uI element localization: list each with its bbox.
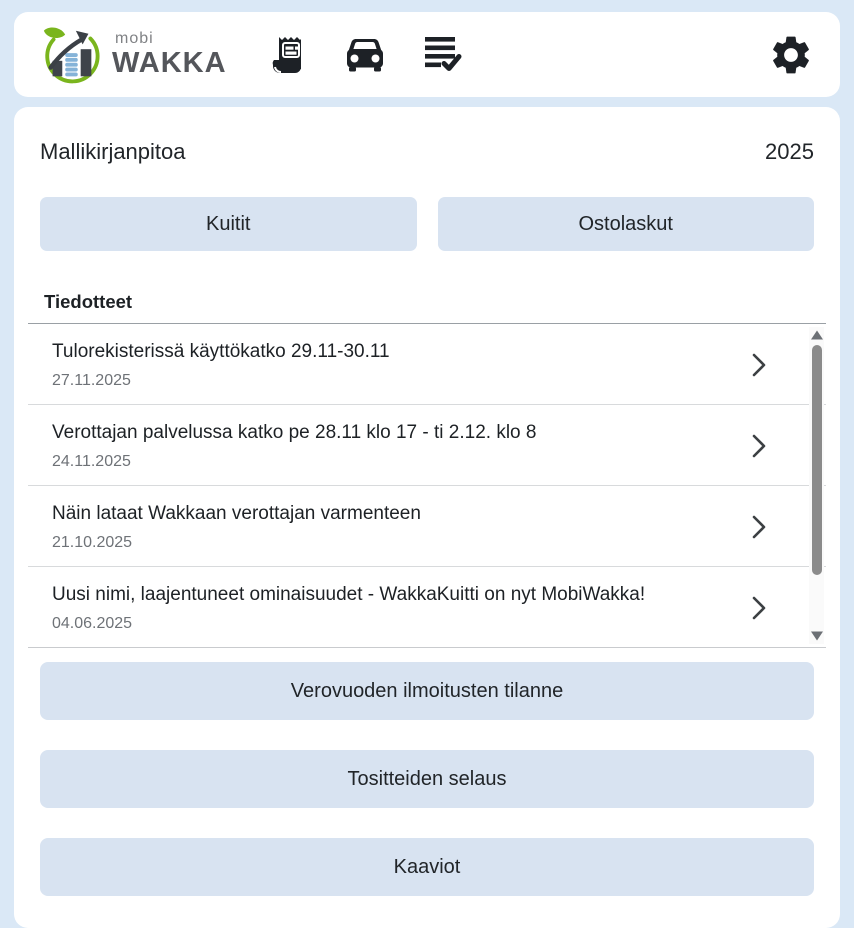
receipts-nav-button[interactable] xyxy=(265,31,313,79)
news-heading: Tiedotteet xyxy=(28,291,826,324)
news-item-text xyxy=(52,420,748,471)
news-list xyxy=(28,324,826,648)
logo-text xyxy=(112,31,227,78)
news-item-date: 21.10.2025 xyxy=(52,534,133,551)
wakka-logo-icon xyxy=(40,24,102,86)
logo-word-wakka: WAKKA xyxy=(112,47,227,79)
main-card xyxy=(14,107,840,928)
title-row xyxy=(40,139,814,165)
chevron-right-icon xyxy=(748,593,770,623)
news-item-date: 24.11.2025 xyxy=(52,453,131,470)
car-nav-button[interactable] xyxy=(341,31,389,79)
checklist-icon xyxy=(417,31,465,79)
scroll-down-button[interactable] xyxy=(809,628,824,644)
news-item-title: Verottajan palvelussa katko pe 28.11 klo 17 - ti 2.12. klo 8 xyxy=(52,422,537,443)
ostolaskut-button[interactable]: Ostolaskut xyxy=(438,197,815,251)
scrollbar-thumb[interactable] xyxy=(812,345,822,575)
settings-button[interactable] xyxy=(768,32,814,78)
news-section xyxy=(28,291,826,648)
news-item[interactable] xyxy=(28,485,826,566)
year-label: 2025 xyxy=(765,139,814,164)
page-title: Mallikirjanpitoa xyxy=(40,139,186,164)
checklist-nav-button[interactable] xyxy=(417,31,465,79)
receipt-icon xyxy=(265,31,313,79)
scroll-up-button[interactable] xyxy=(809,327,824,343)
kuitit-button[interactable]: Kuitit xyxy=(40,197,417,251)
news-item-text xyxy=(52,501,748,552)
tositteet-button[interactable]: Tositteiden selaus xyxy=(40,750,814,808)
logo-word-mobi: mobi xyxy=(115,30,154,47)
news-item-title: Uusi nimi, laajentuneet ominaisuudet - WakkaKuitti on nyt MobiWakka! xyxy=(52,584,646,605)
gear-icon xyxy=(768,32,814,78)
app-logo xyxy=(40,24,227,86)
news-item-date: 27.11.2025 xyxy=(52,372,131,389)
news-item-title: Näin lataat Wakkaan verottajan varmenteen xyxy=(52,503,421,524)
header-nav xyxy=(265,31,465,79)
news-item[interactable] xyxy=(28,404,826,485)
kaaviot-button[interactable]: Kaaviot xyxy=(40,838,814,896)
news-item[interactable] xyxy=(28,324,826,404)
news-scrollbar xyxy=(809,327,824,644)
scrollbar-track[interactable] xyxy=(809,343,824,628)
header-bar xyxy=(14,12,840,97)
news-item-title: Tulorekisterissä käyttökatko 29.11-30.11 xyxy=(52,341,390,362)
news-item-text xyxy=(52,339,748,390)
news-item[interactable] xyxy=(28,566,826,647)
chevron-right-icon xyxy=(748,350,770,380)
top-buttons xyxy=(40,197,814,251)
car-icon xyxy=(341,31,389,79)
news-item-text xyxy=(52,582,748,633)
chevron-right-icon xyxy=(748,512,770,542)
news-item-date: 04.06.2025 xyxy=(52,615,133,632)
chevron-right-icon xyxy=(748,431,770,461)
verovuosi-button[interactable]: Verovuoden ilmoitusten tilanne xyxy=(40,662,814,720)
